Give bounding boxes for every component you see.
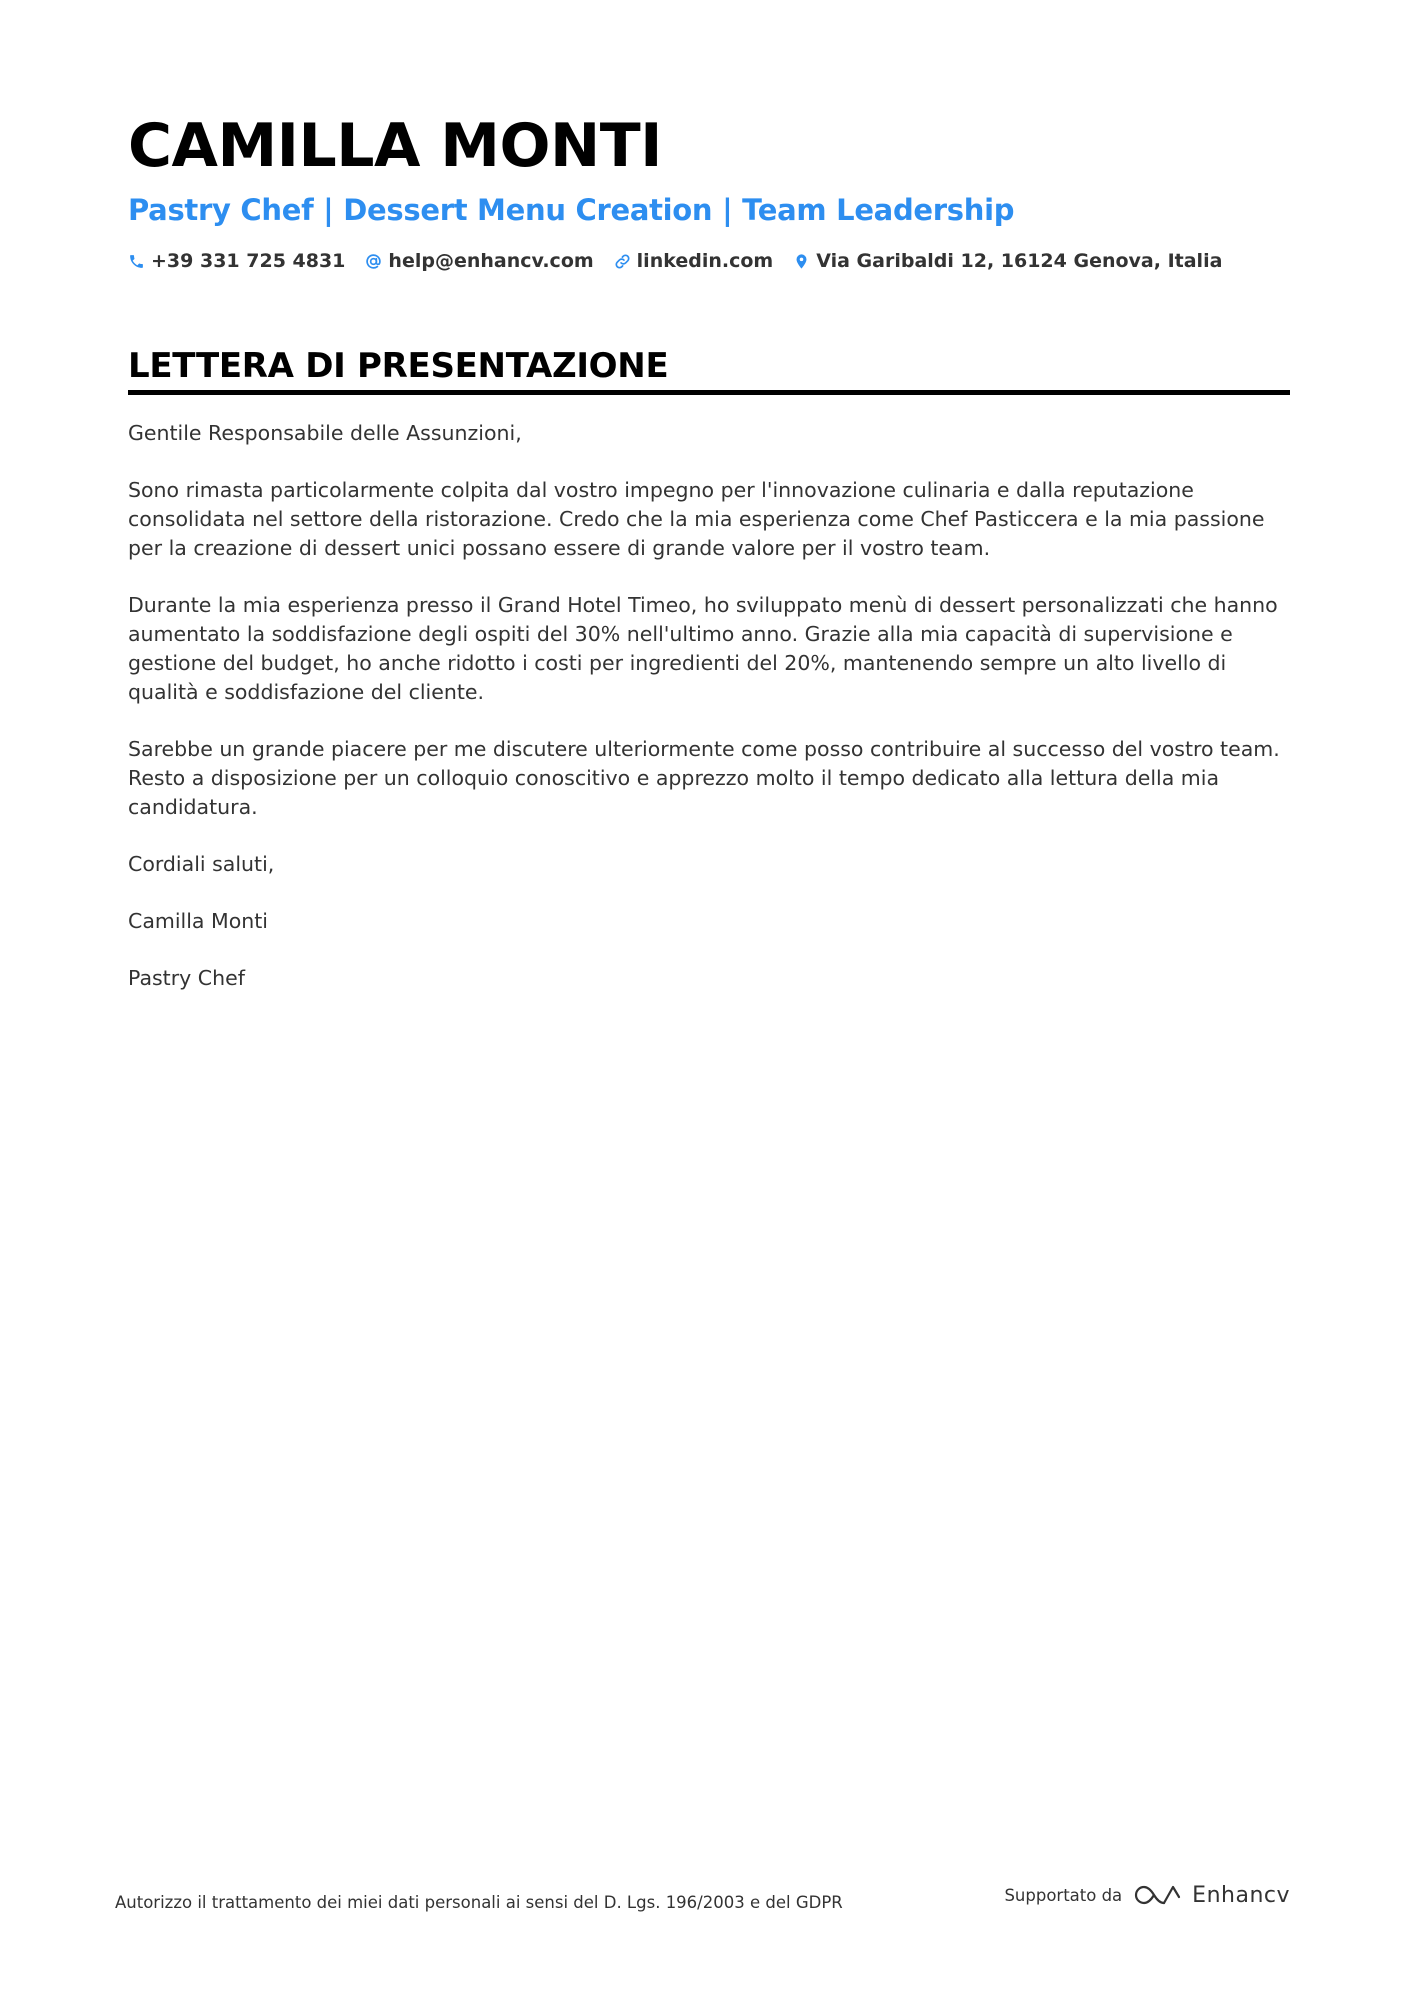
letter-paragraph-2: Durante la mia esperienza presso il Grand Hotel Timeo, ho sviluppato menù di dessert personalizzati che hanno aumentato la soddisfazione degli ospiti del 30% nell'ultimo anno. Grazie alla mia capacità di supervisione e gestione del budget, ho anche ridotto i costi per ingredienti del 20%, mantenendo sempre un alto livello di qualità e soddisfazione del cliente. bbox=[128, 593, 1278, 704]
cover-letter-page bbox=[128, 110, 1290, 1021]
signature-title: Pastry Chef bbox=[128, 966, 245, 990]
candidate-headline: Pastry Chef | Dessert Menu Creation | Team Leadership bbox=[128, 193, 1015, 227]
contact-address bbox=[793, 250, 1222, 272]
phone-icon bbox=[128, 253, 145, 270]
candidate-name: CAMILLA MONTI bbox=[128, 111, 662, 181]
signature-name: Camilla Monti bbox=[128, 909, 268, 933]
letter-paragraph-1: Sono rimasta particolarmente colpita dal vostro impegno per l'innovazione culinaria e dalla reputazione consolidata nel settore della ristorazione. Credo che la mia esperienza come Chef Pasticcera e la mia passione per la creazione di dessert unici possano essere di grande valore per il vostro team. bbox=[128, 478, 1265, 560]
contact-linkedin-text: linkedin.com bbox=[636, 250, 774, 272]
letter-greeting: Gentile Responsabile delle Assunzioni, bbox=[128, 421, 522, 445]
link-icon bbox=[614, 253, 631, 270]
enhancv-logo-icon bbox=[1134, 1882, 1182, 1908]
contact-linkedin[interactable] bbox=[614, 250, 774, 272]
contact-phone-text: +39 331 725 4831 bbox=[151, 250, 346, 272]
at-icon bbox=[365, 253, 382, 270]
footer-supported-by: Supportato da bbox=[1004, 1885, 1123, 1905]
letter-closing: Cordiali saluti, bbox=[128, 852, 275, 876]
footer-consent: Autorizzo il trattamento dei miei dati personali ai sensi del D. Lgs. 196/2003 e del GDPR bbox=[115, 1893, 843, 1912]
contact-email-text: help@enhancv.com bbox=[388, 250, 594, 272]
letter-body bbox=[128, 419, 1290, 993]
section-divider bbox=[128, 390, 1290, 395]
footer-branding[interactable] bbox=[1004, 1882, 1290, 1908]
contact-email[interactable] bbox=[365, 250, 593, 272]
contact-phone[interactable] bbox=[128, 250, 345, 272]
letter-paragraph-3: Sarebbe un grande piacere per me discutere ulteriormente come posso contribuire al successo del vostro team. Resto a disposizione per un colloquio conoscitivo e apprezzo molto il tempo dedicato alla lettura della mia candidatura. bbox=[128, 737, 1280, 819]
location-pin-icon bbox=[793, 253, 810, 270]
section-title: LETTERA DI PRESENTAZIONE bbox=[128, 346, 669, 386]
contact-bar bbox=[128, 250, 1290, 272]
contact-address-text: Via Garibaldi 12, 16124 Genova, Italia bbox=[816, 250, 1223, 272]
footer-brand: Enhancv bbox=[1192, 1882, 1290, 1908]
